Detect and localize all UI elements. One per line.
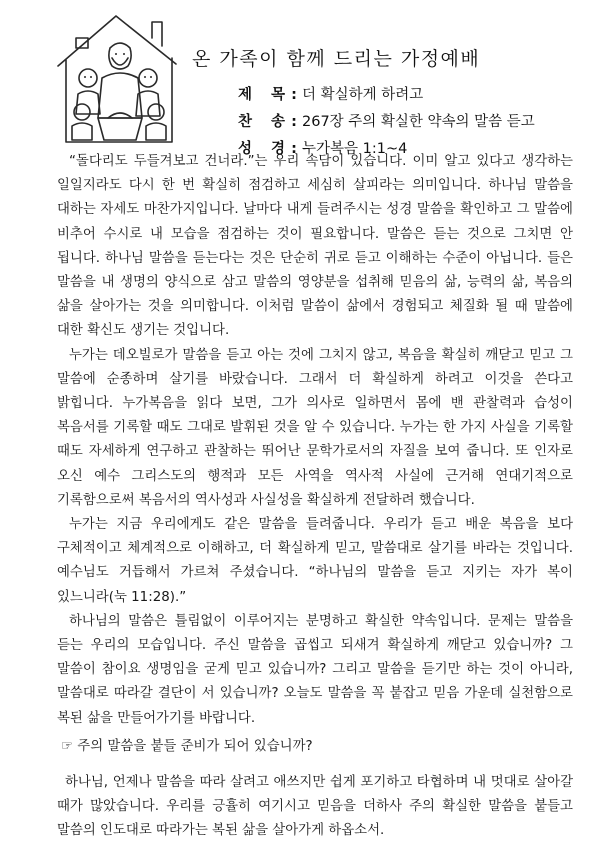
- closing-prayer: 하나님, 언제나 말씀을 따라 살려고 애쓰지만 쉽게 포기하고 타협하며 내 멋대로 살아갈 때가 많았습니다. 우리를 긍휼히 여기시고 믿음을 더하사 주의 확실한 말씀을 붙들고 말씀의 인도대로 따라가는 복된 삶을 살아가게 하옵소서.: [57, 774, 573, 839]
- meta-label: 찬 송: [238, 114, 293, 130]
- family-house-illustration: [52, 8, 184, 150]
- body-paragraph-3: 누가는 지금 우리에게도 같은 말씀을 들려줍니다. 우리가 듣고 배운 복음을 보다 구체적이고 체계적으로 이해하고, 더 확실하게 믿고, 말씀대로 살기를 바라는 것입니다. 예수님도 거듭해서 가르쳐 주셨습니다. “하나님의 말씀을 듣고 지키는 자가 복이 있느니라(눅 11:28).”: [57, 517, 573, 605]
- body-paragraph-2: 누가는 데오빌로가 말씀을 듣고 아는 것에 그치지 않고, 복음을 확실히 깨닫고 믿고 그 말씀에 순종하며 살기를 바랐습니다. 그래서 더 확실하게 하려고 이것을 쓴다고 밝힙니다. 누가복음을 읽다 보면, 그가 의사로 일하면서 몸에 밴 관찰력과 습성이 복음서를 기록할 때도 그대로 발휘된 것을 알 수 있습니다. 누가는 한 가지 사실을 기록할 때도 자세하게 연구하고 관찰하는 뛰어난 문학가로서의 자질을 보여 줍니다. 또 인자로 오신 예수 그리스도의 행적과 모든 사역을 역사적 사실에 근거해 연대기적으로 기록함으로써 복음서의 역사성과 사실성을 확실하게 전달하려 했습니다.: [57, 347, 573, 508]
- meta-separator: :: [291, 87, 297, 103]
- meta-value: 더 확실하게 하려고: [302, 87, 424, 103]
- body-paragraph-4: 하나님의 말씀은 틀림없이 이루어지는 분명하고 확실한 약속입니다. 문제는 말씀을 듣는 우리의 모습입니다. 주신 말씀을 곱씹고 되새겨 확실하게 깨닫고 있습니까? 그 말씀이 참이요 생명임을 굳게 믿고 있습니까? 그리고 말씀을 듣기만 하는 것이 아니라, 말씀대로 따라갈 결단이 서 있습니까? 오늘도 말씀을 꼭 붙잡고 믿음 가운데 실천함으로 복된 삶을 만들어가기를 바랍니다.: [57, 613, 573, 726]
- pointing-hand-icon: ☞: [61, 738, 74, 754]
- devotion-body: [57, 150, 573, 843]
- meta-row-hymn: [238, 109, 535, 136]
- page-title: 온 가족이 함께 드리는 가정예배: [192, 48, 481, 70]
- meta-label: 제 목: [238, 87, 293, 103]
- meta-label: 성 경: [238, 141, 293, 157]
- meta-value: 267장 주의 확실한 약속의 말씀 듣고: [302, 114, 535, 130]
- meta-separator: :: [291, 141, 297, 157]
- meta-separator: :: [291, 114, 297, 130]
- reflection-question: [57, 735, 573, 759]
- body-paragraph-1: “돌다리도 두들겨보고 건너라.”는 우리 속담이 있습니다. 이미 알고 있다고 생각하는 일일지라도 다시 한 번 확실히 점검하고 세심히 살피라는 의미입니다. 하나님 말씀을 대하는 자세도 마찬가지입니다. 날마다 내게 들려주시는 성경 말씀을 확인하고 그 말씀에 비추어 수시로 내 모습을 점검하는 것이 필요합니다. 말씀은 듣는 것으로 그치면 안 됩니다. 하나님 말씀을 듣는다는 것은 단순히 귀로 듣고 이해하는 수준이 아닙니다. 들은 말씀을 내 생명의 양식으로 삼고 말씀의 영양분을 섭취해 믿음의 삶, 능력의 삶, 복음의 삶을 살아가는 것을 의미합니다. 이처럼 말씀이 삶에서 경험되고 체질화 될 때 말씀에 대한 확신도 생기는 것입니다.: [57, 154, 573, 339]
- question-text: 주의 말씀을 붙들 준비가 되어 있습니까?: [77, 738, 313, 754]
- meta-row-title: [238, 82, 535, 109]
- meta-value: 누가복음 1:1~4: [302, 141, 408, 157]
